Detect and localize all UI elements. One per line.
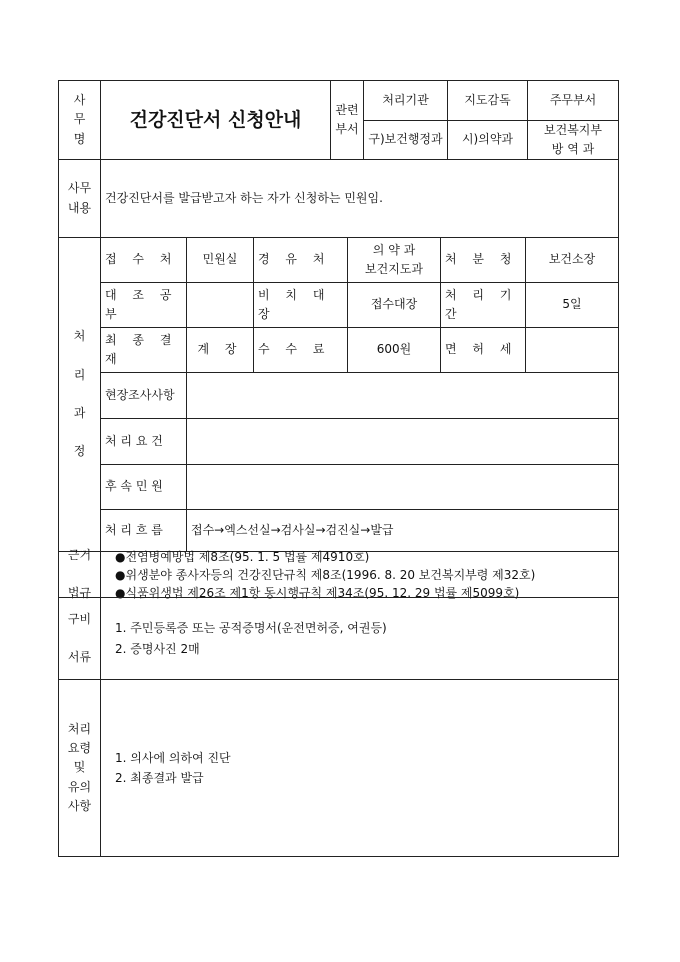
process-cell: 비 치 대 장 <box>253 282 348 328</box>
dept-value: 보건복지부 방 역 과 <box>527 120 619 160</box>
process-cell: 보건소장 <box>525 237 619 283</box>
process-row-label: 현장조사사항 <box>100 372 187 419</box>
list-item: 2. 최종결과 발급 <box>115 771 204 785</box>
dept-head: 지도감독 <box>447 80 528 121</box>
basis-label: 근거 법규 <box>58 551 101 598</box>
process-row-value <box>186 464 619 510</box>
process-cell: 600원 <box>347 327 441 373</box>
basis-list <box>100 551 619 598</box>
list-item: ●식품위생법 제26조 제1항 동시행규칙 제34조(95. 12. 29 법률 제5099호) <box>115 585 520 600</box>
process-cell: 5일 <box>525 282 619 328</box>
process-cell: 면 허 세 <box>440 327 526 373</box>
process-cell <box>525 327 619 373</box>
notes-list <box>100 679 619 857</box>
list-item: ●위생분야 종사자등의 건강진단규칙 제8조(1996. 8. 20 보건복지부령 제32호) <box>115 567 536 582</box>
process-row-label: 처 리 요 건 <box>100 418 187 465</box>
process-cell: 경 유 처 <box>253 237 348 283</box>
process-cell: 민원실 <box>186 237 254 283</box>
list-item: 1. 의사에 의하여 진단 <box>115 750 231 765</box>
dept-head: 처리기관 <box>363 80 448 121</box>
header-label: 사 무 명 <box>58 80 101 160</box>
list-item: 2. 증명사진 2매 <box>115 641 200 656</box>
process-label: 처 리 과 정 <box>58 237 101 552</box>
list-item: ●전염병예방법 제8조(95. 1. 5 법률 제4910호) <box>115 549 370 564</box>
dept-value: 구)보건행정과 <box>363 120 448 160</box>
list-item: 1. 주민등록증 또는 공적증명서(운전면허증, 여권등) <box>115 621 387 636</box>
process-cell: 대 조 공 부 <box>100 282 187 328</box>
process-cell: 접수대장 <box>347 282 441 328</box>
process-cell: 처 분 청 <box>440 237 526 283</box>
documents-list <box>100 597 619 680</box>
process-cell: 최 종 결 재 <box>100 327 187 373</box>
page-title: 건강진단서 신청안내 <box>100 80 331 160</box>
process-row-label: 후 속 민 원 <box>100 464 187 510</box>
process-cell: 접 수 처 <box>100 237 187 283</box>
process-cell: 의 약 과 보건지도과 <box>347 237 441 283</box>
content-label: 사무 내용 <box>58 159 101 238</box>
documents-label: 구비 서류 <box>58 597 101 680</box>
content-text: 건강진단서를 발급받고자 하는 자가 신청하는 민원임. <box>100 159 619 238</box>
process-cell: 계 장 <box>186 327 254 373</box>
process-row-value <box>186 418 619 465</box>
process-row-label: 처 리 흐 름 <box>100 509 187 552</box>
dept-value: 시)의약과 <box>447 120 528 160</box>
notes-label: 처리 요령 및 유의 사항 <box>58 679 101 857</box>
process-cell: 처 리 기 간 <box>440 282 526 328</box>
related-dept-label: 관련 부서 <box>330 80 364 160</box>
process-cell <box>186 282 254 328</box>
process-row-value: 접수→엑스선실→검사실→검진실→발급 <box>186 509 619 552</box>
process-cell: 수 수 료 <box>253 327 348 373</box>
process-row-value <box>186 372 619 419</box>
dept-head: 주무부서 <box>527 80 619 121</box>
